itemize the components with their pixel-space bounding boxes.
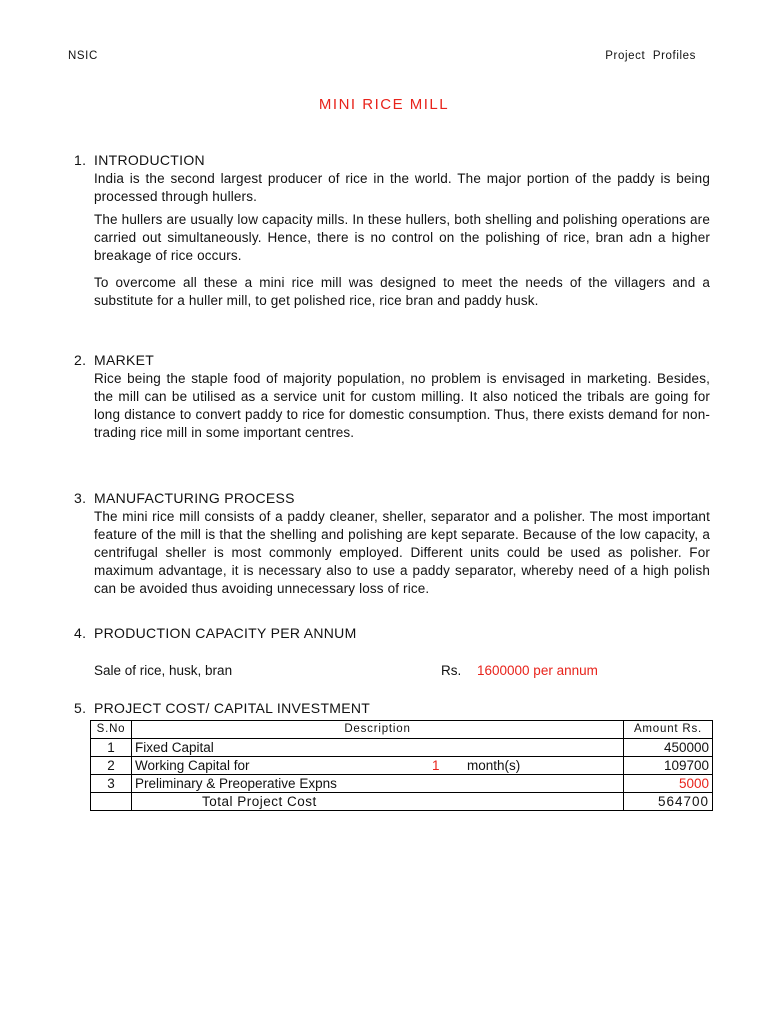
row-description-cell <box>132 757 624 775</box>
total-amount: 564700 <box>624 793 713 811</box>
market-paragraph: Rice being the staple food of majority population, no problem is envisaged in marketing. Besides, the mill can be utilised as a service unit for custom milling. It also noticed the tribals are going for long distance to convert paddy to rice for domestic consumption. Thus, there exists demand for non-trading rice mill in some important centres. <box>94 371 710 440</box>
total-sno-empty <box>91 793 132 811</box>
section-title: MARKET <box>94 352 155 368</box>
section-capacity-heading <box>74 625 357 641</box>
column-header-sno: S.No <box>91 721 132 739</box>
row-description: Fixed Capital <box>132 739 624 757</box>
section-cost-heading <box>74 700 370 716</box>
column-header-description: Description <box>132 721 624 739</box>
row-description: Preliminary & Preoperative Expns <box>132 775 624 793</box>
table-row <box>91 739 713 757</box>
capacity-currency: Rs. <box>441 663 462 678</box>
section-title: INTRODUCTION <box>94 152 205 168</box>
section-title: MANUFACTURING PROCESS <box>94 490 295 506</box>
column-header-amount: Amount Rs. <box>624 721 713 739</box>
row-sno: 1 <box>91 739 132 757</box>
introduction-paragraph-1: India is the second largest producer of rice in the world. The major portion of the paddy is being processed through hullers. <box>94 171 710 204</box>
row-sno: 2 <box>91 757 132 775</box>
working-capital-months-value: 1 <box>432 758 440 773</box>
section-number: 3. <box>74 490 87 506</box>
header-category: Project Profiles <box>605 50 696 62</box>
working-capital-months-unit: month(s) <box>467 758 521 773</box>
manufacturing-paragraph: The mini rice mill consists of a paddy cleaner, sheller, separator and a polisher. The most important feature of the mill is that the shelling and polishing are kept separate. Because of the low capacity, a centrifugal sheller is most commonly employed. Different units could be used as polisher. For maximum advantage, it is necessary also to use a paddy separator, whereby need of a high polish can be avoided thus avoiding unnecessary loss of rice. <box>94 509 710 596</box>
row-amount: 109700 <box>624 757 713 775</box>
section-number: 1. <box>74 152 87 168</box>
introduction-paragraph-3: To overcome all these a mini rice mill was designed to meet the needs of the villagers and a substitute for a huller mill, to get polished rice, rice bran and paddy husk. <box>94 275 710 308</box>
row-amount: 5000 <box>624 775 713 793</box>
table-row <box>91 757 713 775</box>
table-header-row <box>91 721 713 739</box>
header-organization: NSIC <box>68 50 98 62</box>
project-cost-table <box>90 720 713 811</box>
section-number: 2. <box>74 352 87 368</box>
capacity-item-label: Sale of rice, husk, bran <box>94 663 233 678</box>
introduction-paragraph-2: The hullers are usually low capacity mills. In these hullers, both shelling and polishing operations are carried out simultaneously. Hence, there is no control on the polishing of rice, bran adn a higher breakage of rice occurs. <box>94 212 710 263</box>
total-label: Total Project Cost <box>132 793 624 811</box>
table-row <box>91 775 713 793</box>
row-sno: 3 <box>91 775 132 793</box>
section-manufacturing-heading <box>74 490 295 506</box>
section-market-heading <box>74 352 154 368</box>
row-description: Working Capital for <box>135 758 250 773</box>
section-introduction-heading <box>74 152 205 168</box>
section-title: PRODUCTION CAPACITY PER ANNUM <box>94 625 357 641</box>
manufacturing-paragraph-clip <box>94 508 710 608</box>
document-title: MINI RICE MILL <box>318 96 450 113</box>
table-total-row <box>91 793 713 811</box>
section-title: PROJECT COST/ CAPITAL INVESTMENT <box>94 700 371 716</box>
row-amount: 450000 <box>624 739 713 757</box>
capacity-value: 1600000 per annum <box>477 663 598 678</box>
section-number: 4. <box>74 625 87 641</box>
section-number: 5. <box>74 700 87 716</box>
